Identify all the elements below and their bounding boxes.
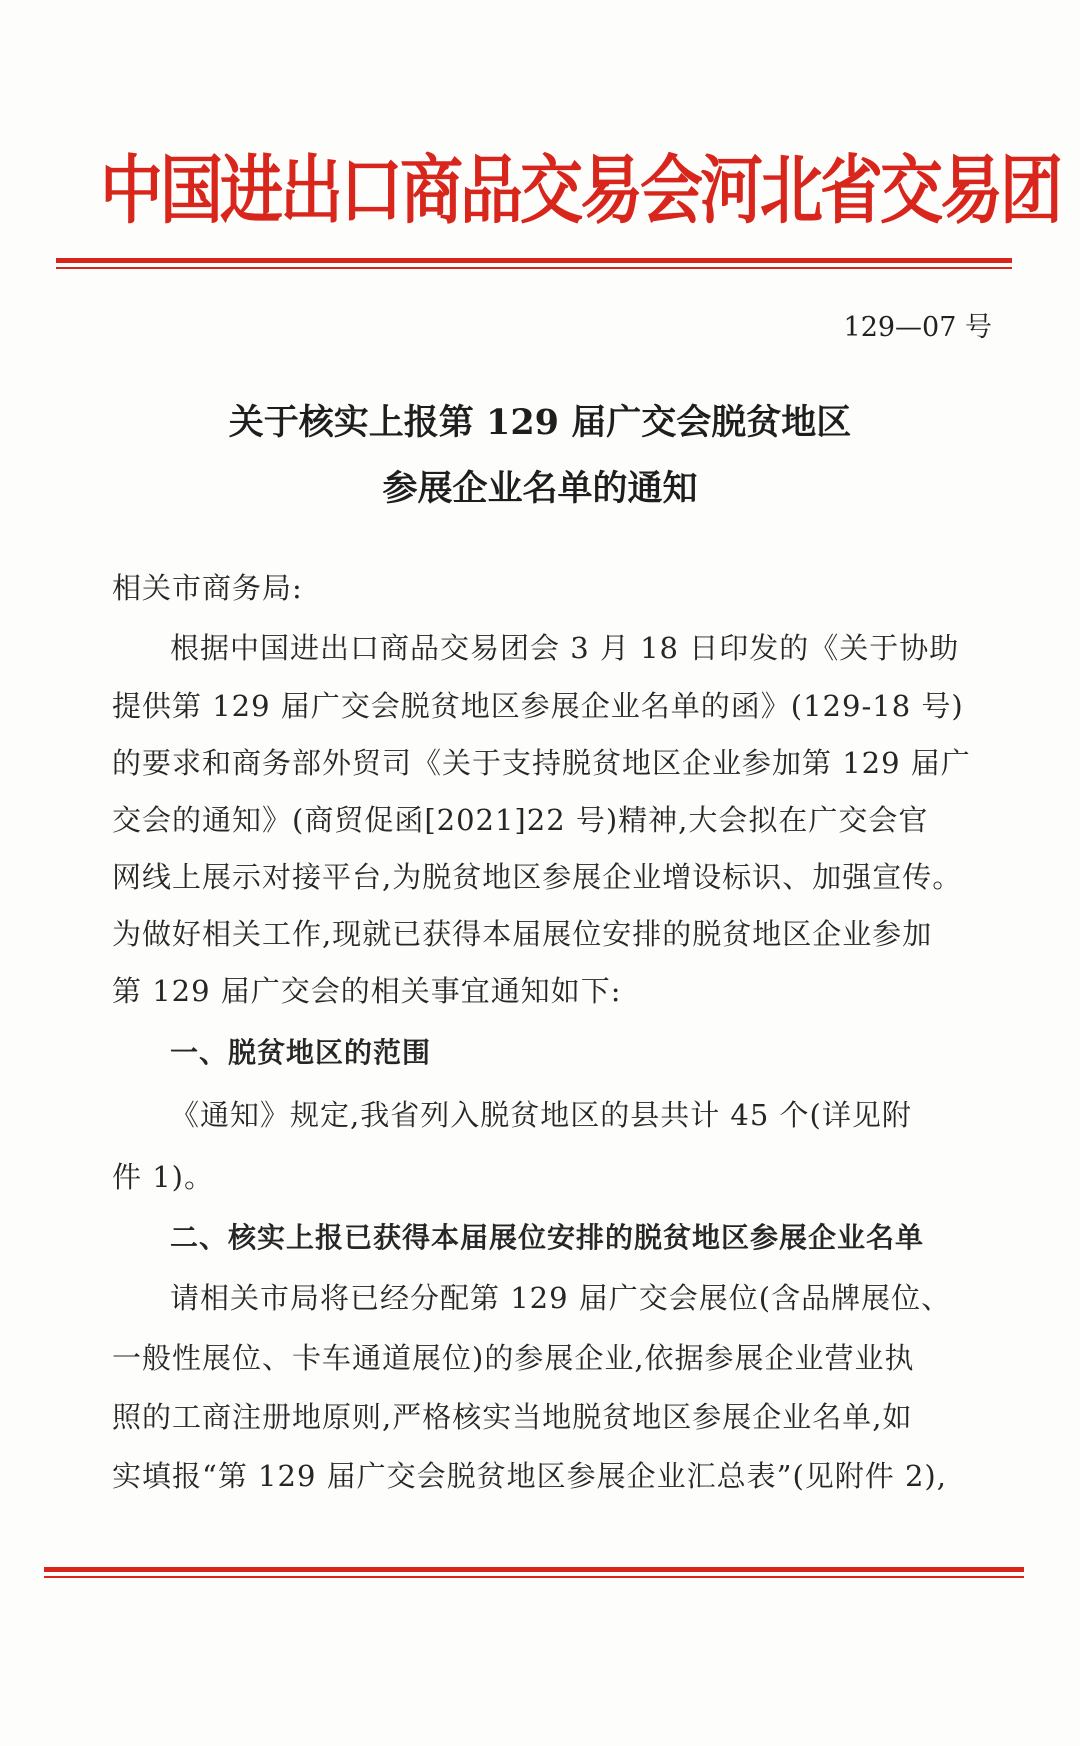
body-line: 一般性展位、卡车通道展位)的参展企业,依据参展企业营业执: [112, 1341, 915, 1375]
body-line: 第 129 届广交会的相关事宜通知如下:: [112, 974, 622, 1008]
document-title-line-2: 参展企业名单的通知: [382, 468, 698, 509]
section-heading-1: 一、脱贫地区的范围: [170, 1036, 432, 1069]
body-line: 的要求和商务部外贸司《关于支持脱贫地区企业参加第 129 届广: [112, 746, 971, 780]
masthead: 中国进出口商品交易会河北省交易团: [100, 147, 1060, 234]
footer-rule-thick: [44, 1567, 1024, 1572]
body-line: 请相关市局将已经分配第 129 届广交会展位(含品牌展位、: [170, 1281, 952, 1315]
body-line: 交会的通知》(商贸促函[2021]22 号)精神,大会拟在广交会官: [112, 803, 929, 837]
body-line: 件 1)。: [112, 1160, 214, 1194]
body-line: 照的工商注册地原则,严格核实当地脱贫地区参展企业名单,如: [112, 1400, 913, 1434]
masthead-rule-thick: [56, 258, 1012, 263]
body-line: 提供第 129 届广交会脱贫地区参展企业名单的函》(129-18 号): [112, 689, 964, 723]
masthead-rule-thin: [56, 267, 1012, 269]
body-line: 网线上展示对接平台,为脱贫地区参展企业增设标识、加强宣传。: [112, 860, 963, 894]
body-line: 实填报“第 129 届广交会脱贫地区参展企业汇总表”(见附件 2),: [112, 1459, 947, 1493]
section-heading-2: 二、核实上报已获得本届展位安排的脱贫地区参展企业名单: [170, 1221, 925, 1254]
body-line: 为做好相关工作,现就已获得本届展位安排的脱贫地区企业参加: [112, 917, 933, 951]
footer-rule-thin: [44, 1576, 1024, 1578]
addressee: 相关市商务局:: [112, 571, 303, 605]
document-number: 129—07 号: [843, 312, 992, 343]
body-line: 《通知》规定,我省列入脱贫地区的县共计 45 个(详见附: [170, 1098, 912, 1132]
document-title-line-1: 关于核实上报第 129 届广交会脱贫地区: [228, 402, 852, 443]
body-line: 根据中国进出口商品交易团会 3 月 18 日印发的《关于协助: [170, 631, 960, 665]
